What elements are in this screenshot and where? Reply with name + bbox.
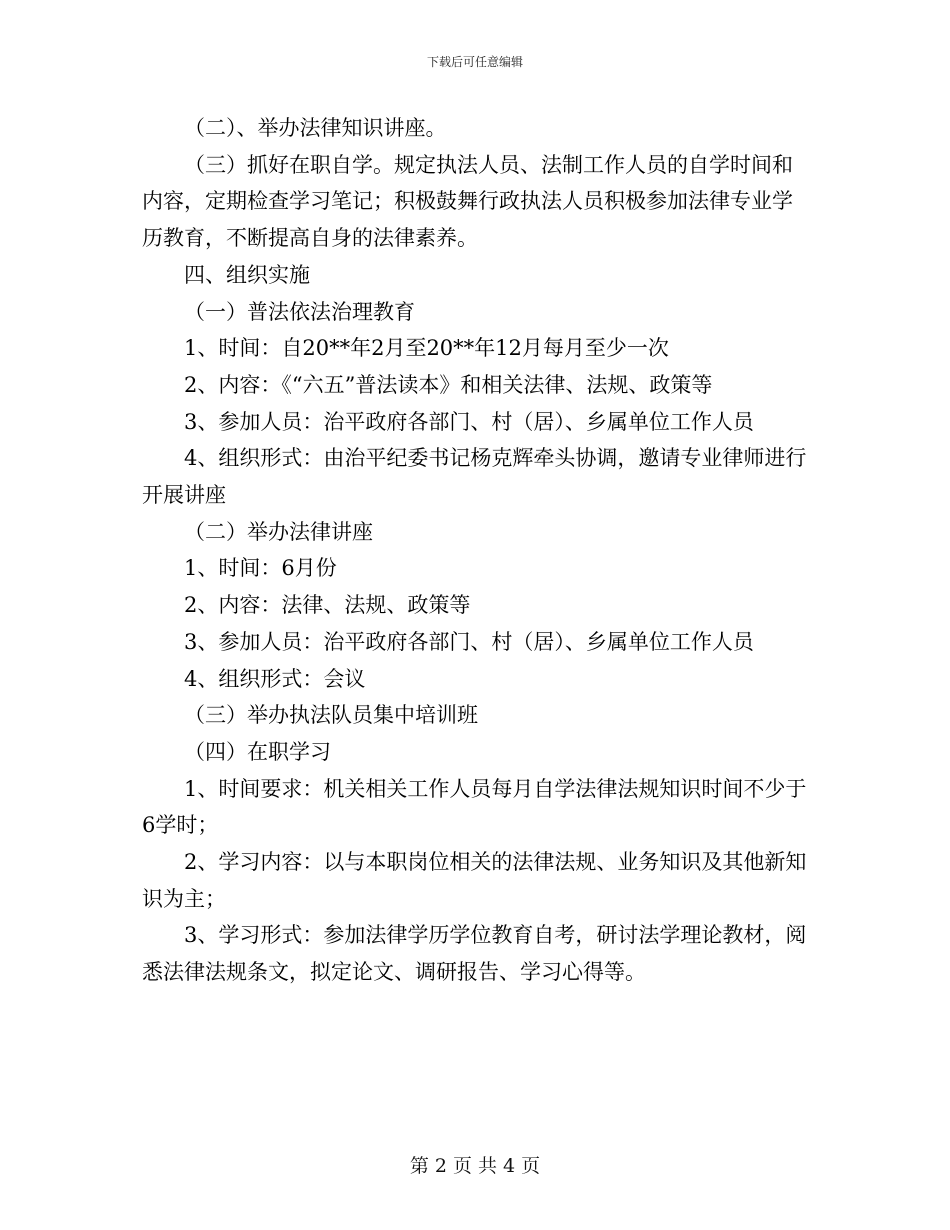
list-item: 3、参加人员：治平政府各部门、村（居）、乡属单位工作人员	[184, 409, 754, 434]
list-item: 3、学习形式：参加法律学历学位教育自考，研讨法学理论教材，阅悉法律法规条文，拟定论文、调研报告、学习心得等。	[142, 923, 807, 985]
subsection-heading: （四）在职学习	[184, 739, 331, 764]
page-number-footer: 第 2 页 共 4 页	[409, 1155, 541, 1177]
subsection-heading: （二）举办法律讲座	[184, 519, 373, 544]
list-item: 1、时间：6月份	[184, 556, 337, 581]
list-item: 2、内容：《“六五”普法读本》和相关法律、法规、政策等	[184, 372, 713, 397]
paragraph: （三）抓好在职自学。规定执法人员、法制工作人员的自学时间和内容，定期检查学习笔记；积极鼓舞行政执法人员积极参加法律专业学历教育，不断提高自身的法律素养。	[142, 152, 793, 251]
list-item: 2、内容：法律、法规、政策等	[184, 593, 471, 618]
list-item: 4、组织形式：由治平纪委书记杨克辉牵头协调，邀请专业律师进行开展讲座	[142, 446, 807, 508]
subsection-heading: （一）普法依法治理教育	[184, 299, 415, 324]
list-item: 2、学习内容：以与本职岗位相关的法律法规、业务知识及其他新知识为主；	[142, 850, 807, 911]
page-header: 下载后可任意编辑	[426, 55, 523, 69]
list-item: 1、时间要求：机关相关工作人员每月自学法律法规知识时间不少于6学时；	[142, 776, 807, 838]
document-body	[142, 110, 812, 991]
list-item: 1、时间：自20**年2月至20**年12月每月至少一次	[184, 336, 669, 361]
section-heading: 四、组织实施	[184, 262, 310, 287]
subsection-heading: （三）举办执法队员集中培训班	[184, 703, 478, 728]
list-item: 4、组织形式：会议	[184, 666, 366, 691]
paragraph: （二）、举办法律知识讲座。	[184, 116, 447, 140]
list-item: 3、参加人员：治平政府各部门、村（居）、乡属单位工作人员	[184, 629, 754, 654]
